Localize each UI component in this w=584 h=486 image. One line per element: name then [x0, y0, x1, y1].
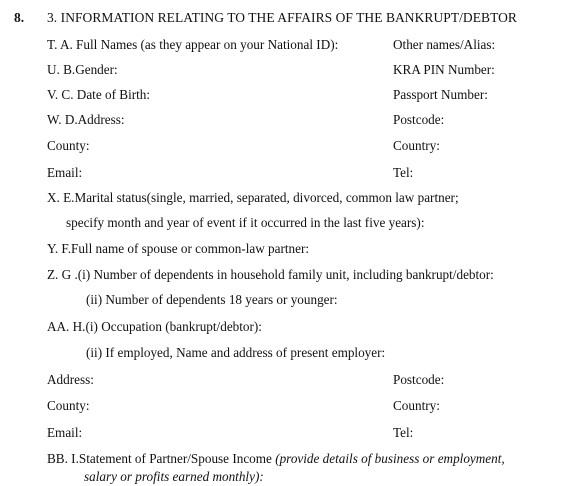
full-names-label: T. A. Full Names (as they appear on your National ID): [47, 37, 339, 52]
marital-status-label: X. E.Marital status(single, married, separated, divorced, common law partner; [47, 190, 459, 205]
employer-label: (ii) If employed, Name and address of present employer: [86, 345, 386, 360]
employer-county-label: County: [47, 398, 90, 413]
employer-tel-label: Tel: [393, 425, 414, 440]
section-title: 3. INFORMATION RELATING TO THE AFFAIRS OF THE BANKRUPT/DEBTOR [47, 10, 517, 25]
employer-email-label: Email: [47, 425, 83, 440]
partner-income-lead: BB. I.Statement of Partner/Spouse Income [47, 451, 276, 466]
partner-income-note: salary or profits earned monthly): [84, 469, 264, 484]
partner-income-label [47, 452, 505, 465]
kra-pin-label: KRA PIN Number: [393, 62, 495, 77]
employer-country-label: Country: [393, 398, 440, 413]
employer-address-label: Address: [47, 372, 94, 387]
email-label: Email: [47, 165, 83, 180]
dependents-minor-label: (ii) Number of dependents 18 years or younger: [86, 292, 338, 307]
section-number: 8. [14, 10, 25, 25]
occupation-label: AA. H.(i) Occupation (bankrupt/debtor): [47, 319, 262, 334]
tel-label: Tel: [393, 165, 414, 180]
county-label: County: [47, 138, 90, 153]
country-label: Country: [393, 138, 440, 153]
employer-postcode-label: Postcode: [393, 372, 445, 387]
address-label: W. D.Address: [47, 112, 125, 127]
dob-label: V. C. Date of Birth: [47, 87, 151, 102]
partner-income-details: (provide details of business or employment, [275, 451, 505, 466]
marital-status-note: specify month and year of event if it occurred in the last five years): [66, 215, 425, 230]
dependents-total-label: Z. G .(i) Number of dependents in household family unit, including bankrupt/debtor: [47, 267, 494, 282]
spouse-name-label: Y. F.Full name of spouse or common-law partner: [47, 241, 310, 256]
gender-label: U. B.Gender: [47, 62, 118, 77]
postcode-label: Postcode: [393, 112, 445, 127]
other-names-label: Other names/Alias: [393, 37, 496, 52]
passport-label: Passport Number: [393, 87, 488, 102]
